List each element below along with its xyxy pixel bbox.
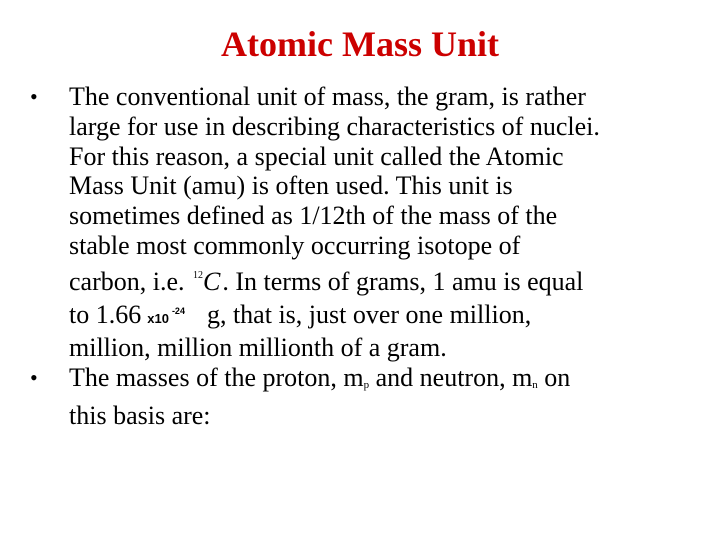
text-fragment: The masses of the proton, m — [69, 363, 364, 393]
text-fragment: . In terms of grams, 1 amu is equal — [222, 266, 584, 296]
proton-subscript: p — [363, 379, 370, 392]
text-fragment: g, that is, just over one million, — [206, 299, 532, 329]
isotope-symbol: C — [203, 266, 221, 296]
text-fragment: to 1.66 — [69, 299, 142, 329]
text-line: this basis are: — [69, 400, 211, 430]
text-line: million, million millionth of a gram. — [69, 333, 447, 363]
bullet-item — [30, 82, 690, 363]
text-line: sometimes defined as 1/12th of the mass of the — [69, 201, 558, 231]
text-line: The conventional unit of mass, the gram, is rather — [69, 82, 586, 111]
text-line: stable most commonly occurring isotope of — [69, 230, 521, 260]
text-line: For this reason, a special unit called the Atomic — [69, 141, 564, 171]
text-fragment: and neutron, m — [369, 363, 533, 393]
text-line: large for use in describing characteristics of nuclei. — [69, 111, 600, 141]
slide-title: Atomic Mass Unit — [221, 24, 499, 64]
sci-notation-exponent: -24 — [171, 305, 185, 316]
bullet-icon: • — [30, 365, 38, 391]
text-line — [69, 363, 690, 401]
bullet-list — [30, 82, 690, 431]
isotope-mass-number: 12 — [193, 269, 204, 281]
text-line: Mass Unit (amu) is often used. This unit is — [69, 171, 513, 201]
bullet-icon: • — [30, 84, 38, 109]
text-line — [69, 261, 690, 297]
sci-notation-times: x10 — [147, 310, 169, 326]
bullet-item — [30, 363, 690, 431]
text-fragment: on — [537, 363, 571, 393]
neutron-subscript: n — [532, 379, 538, 392]
text-line — [69, 297, 690, 334]
text-fragment: carbon, i.e. — [69, 266, 185, 296]
